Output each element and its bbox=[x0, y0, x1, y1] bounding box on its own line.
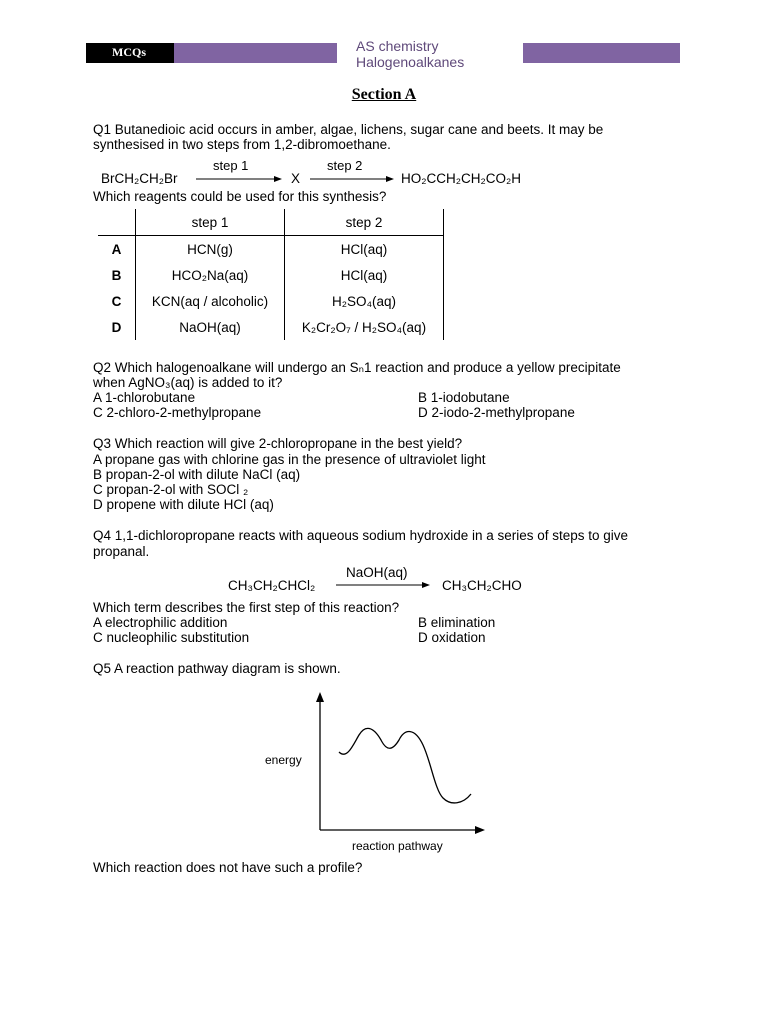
row-label: B bbox=[98, 262, 136, 288]
q3-option-a: A propane gas with chlorine gas in the presence of ultraviolet light bbox=[93, 452, 486, 467]
q2-option-b: B 1-iodobutane bbox=[418, 390, 510, 405]
q2-text-line2: when AgNO₃(aq) is added to it? bbox=[93, 375, 283, 390]
header-title bbox=[356, 38, 464, 70]
x-axis-arrowhead bbox=[475, 826, 485, 834]
q4-reaction-arrow bbox=[336, 580, 430, 590]
row-label: A bbox=[98, 236, 136, 263]
row-step1: KCN(aq / alcoholic) bbox=[136, 288, 285, 314]
q2-option-d: D 2-iodo-2-methylpropane bbox=[418, 405, 575, 420]
q4-text-line1: Q4 1,1-dichloropropane reacts with aqueous sodium hydroxide in a series of steps to give bbox=[93, 528, 629, 543]
row-label: D bbox=[98, 314, 136, 340]
q1-text-line1: Q1 Butanedioic acid occurs in amber, algae, lichens, sugar cane and beets. It may be bbox=[93, 122, 604, 137]
table-row bbox=[98, 288, 444, 314]
q1-text-line2: synthesised in two steps from 1,2-dibromoethane. bbox=[93, 137, 391, 152]
q3-option-d: D propene with dilute HCl (aq) bbox=[93, 497, 274, 512]
table-row bbox=[98, 236, 444, 263]
section-title: Section A bbox=[351, 86, 417, 103]
header-tag-box bbox=[86, 43, 174, 63]
q2-text-line1: Q2 Which halogenoalkane will undergo an Sₙ1 reaction and produce a yellow precipitate bbox=[93, 360, 621, 375]
q5-y-axis-label: energy bbox=[265, 753, 302, 767]
q5-x-axis-label: reaction pathway bbox=[352, 839, 443, 853]
row-label: C bbox=[98, 288, 136, 314]
q4-reactant: CH₃CH₂CHCl₂ bbox=[228, 578, 316, 593]
q5-energy-profile-diagram bbox=[255, 690, 505, 860]
row-step2: HCl(aq) bbox=[285, 262, 444, 288]
q2-option-c: C 2-chloro-2-methylpropane bbox=[93, 405, 262, 420]
q4-option-d: D oxidation bbox=[418, 630, 486, 645]
q1-start-compound: BrCH₂CH₂Br bbox=[101, 171, 178, 186]
q1-intermediate: X bbox=[291, 171, 301, 186]
row-step2: K₂Cr₂O₇ / H₂SO₄(aq) bbox=[285, 314, 444, 340]
header-subject: AS chemistry bbox=[356, 38, 439, 54]
table-row bbox=[98, 314, 444, 340]
q3-option-b: B propan-2-ol with dilute NaCl (aq) bbox=[93, 467, 301, 482]
q4-prompt: Which term describes the first step of this reaction? bbox=[93, 600, 400, 615]
q1-step2-arrow bbox=[310, 174, 394, 184]
q3-text-line1: Q3 Which reaction will give 2-chloropropane in the best yield? bbox=[93, 436, 463, 451]
q3-option-c: C propan-2-ol with SOCl ₂ bbox=[93, 482, 249, 497]
table-row bbox=[98, 262, 444, 288]
q2-option-a: A 1-chlorobutane bbox=[93, 390, 196, 405]
q5-prompt: Which reaction does not have such a profile? bbox=[93, 860, 363, 875]
q4-reagent: NaOH(aq) bbox=[346, 565, 408, 580]
q1-step1-label: step 1 bbox=[213, 158, 249, 173]
row-step1: HCN(g) bbox=[136, 236, 285, 263]
header-tag: MCQs bbox=[112, 45, 146, 59]
row-step2: H₂SO₄(aq) bbox=[285, 288, 444, 314]
q1-reagent-table bbox=[98, 209, 444, 340]
row-step2: HCl(aq) bbox=[285, 236, 444, 263]
q1-product: HO₂CCH₂CH₂CO₂H bbox=[401, 171, 521, 186]
q1-step1-arrow bbox=[196, 174, 282, 184]
header-accent-bar-left bbox=[174, 43, 337, 63]
q4-text-line2: propanal. bbox=[93, 544, 150, 559]
q1-prompt: Which reagents could be used for this synthesis? bbox=[93, 189, 387, 204]
table-header-step1: step 1 bbox=[136, 209, 285, 236]
q5-text-line1: Q5 A reaction pathway diagram is shown. bbox=[93, 661, 341, 676]
table-header-row bbox=[98, 209, 444, 236]
header-accent-bar-right bbox=[523, 43, 680, 63]
q4-option-c: C nucleophilic substitution bbox=[93, 630, 250, 645]
q4-option-a: A electrophilic addition bbox=[93, 615, 228, 630]
q1-step2-label: step 2 bbox=[327, 158, 363, 173]
q4-option-b: B elimination bbox=[418, 615, 496, 630]
row-step1: NaOH(aq) bbox=[136, 314, 285, 340]
y-axis-arrowhead bbox=[316, 692, 324, 702]
table-header-step2: step 2 bbox=[285, 209, 444, 236]
energy-curve bbox=[339, 728, 471, 803]
q4-product: CH₃CH₂CHO bbox=[442, 578, 522, 593]
row-step1: HCO₂Na(aq) bbox=[136, 262, 285, 288]
header-topic: Halogenoalkanes bbox=[356, 54, 465, 70]
